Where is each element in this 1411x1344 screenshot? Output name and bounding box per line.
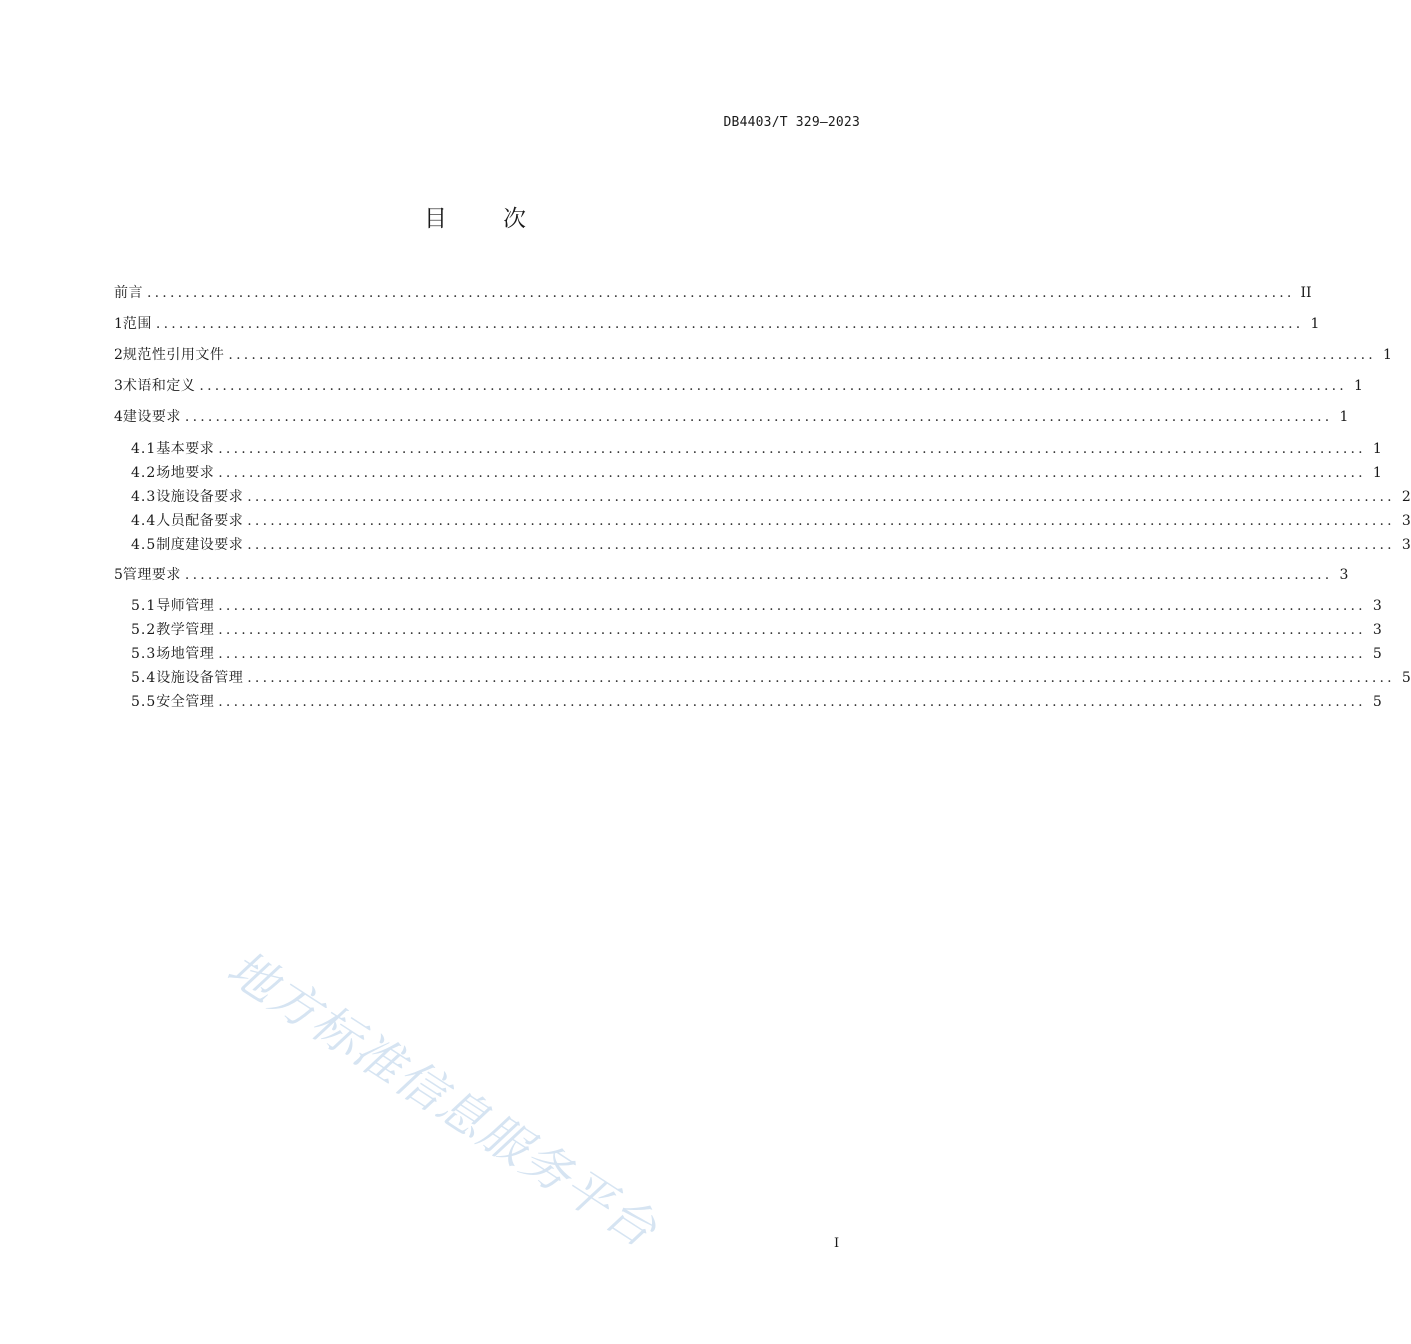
toc-entry-4-2[interactable]: [131, 463, 1382, 483]
dot-leader: ......................................................................................................................................................: [247, 670, 1395, 686]
toc-entry-label: 场地管理: [156, 646, 215, 662]
page-title: 目次: [424, 206, 582, 232]
toc-entry-label: 建设要求: [122, 409, 181, 425]
toc-entry-3[interactable]: [114, 376, 1363, 396]
toc-entry-number: 2: [114, 347, 123, 363]
dot-leader: ......................................................................................................................................................: [228, 347, 1376, 363]
toc-entry-number: 5.1: [131, 598, 157, 614]
toc-entry-label: 设施设备管理: [156, 670, 244, 686]
toc-entry-page: 1: [1372, 441, 1382, 457]
toc-entry-number: 4.5: [131, 537, 157, 553]
toc-entry-number: 4.3: [131, 489, 157, 505]
toc-entry-4-4[interactable]: [131, 511, 1411, 531]
toc-entry-page: 5: [1401, 670, 1411, 686]
toc-entry-number: 4: [114, 409, 123, 425]
dot-leader: ......................................................................................................................................................: [218, 465, 1366, 481]
toc-entry-4[interactable]: [114, 407, 1349, 427]
dot-leader: ......................................................................................................................................................: [218, 646, 1366, 662]
toc-entry-number: 5.3: [131, 646, 157, 662]
toc-entry-label: 前言: [114, 285, 143, 301]
toc-entry-page: 1: [1372, 465, 1382, 481]
toc-entry-number: 5: [114, 567, 123, 583]
watermark: 地方标准信息服务平台: [217, 939, 668, 1260]
toc-entry-label: 安全管理: [156, 694, 215, 710]
toc-entry-5-2[interactable]: [131, 620, 1382, 640]
toc-entry-page: 1: [1310, 316, 1320, 332]
dot-leader: ......................................................................................................................................................: [218, 441, 1366, 457]
toc-entry-label: 设施设备要求: [156, 489, 244, 505]
toc-entry-2[interactable]: [114, 345, 1392, 365]
toc-entry-number: 4.1: [131, 441, 157, 457]
toc-entry-label: 范围: [122, 316, 152, 332]
toc-entry-4-5[interactable]: [131, 535, 1411, 555]
toc-entry-page: 2: [1401, 489, 1411, 505]
toc-entry-page: 1: [1354, 378, 1363, 394]
dot-leader: ......................................................................................................................................................: [218, 622, 1366, 638]
dot-leader: ......................................................................................................................................................: [184, 409, 1333, 425]
document-code: DB4403/T 329—2023: [723, 115, 860, 130]
toc-entry-number: 5.2: [131, 622, 157, 638]
toc-entry-label: 人员配备要求: [156, 513, 244, 529]
toc-entry-page: 3: [1339, 567, 1349, 583]
toc-entry-label: 场地要求: [156, 465, 215, 481]
toc-entry-number: 5.5: [131, 694, 157, 710]
toc-entry-5-1[interactable]: [131, 596, 1382, 616]
toc-entry-page: 1: [1383, 347, 1392, 363]
toc-entry-number: 1: [114, 316, 123, 332]
toc-entry-page: 3: [1372, 598, 1382, 614]
toc-entry-label: 制度建设要求: [156, 537, 244, 553]
dot-leader: ......................................................................................................................................................: [218, 694, 1366, 710]
toc-entry-page: 5: [1372, 646, 1382, 662]
toc-entry-label: 基本要求: [156, 441, 215, 457]
toc-entry-number: 3: [114, 378, 123, 394]
dot-leader: ......................................................................................................................................................: [199, 378, 1347, 394]
toc-entry-5[interactable]: [114, 565, 1349, 585]
toc-entry-number: 4.2: [131, 465, 157, 481]
toc-entry-number: 4.4: [131, 513, 157, 529]
dot-leader: ......................................................................................................................................................: [247, 537, 1395, 553]
toc-entry-label: 术语和定义: [122, 378, 196, 394]
toc-entry-5-3[interactable]: [131, 644, 1382, 664]
toc-entry-label: 管理要求: [122, 567, 181, 583]
dot-leader: ......................................................................................................................................................: [147, 285, 1295, 301]
toc-entry-4-1[interactable]: [131, 439, 1382, 459]
dot-leader: ......................................................................................................................................................: [218, 598, 1366, 614]
toc-entry-label: 导师管理: [156, 598, 215, 614]
toc-entry-page: 5: [1372, 694, 1382, 710]
dot-leader: ......................................................................................................................................................: [247, 489, 1395, 505]
toc-entry-4-3[interactable]: [131, 487, 1411, 507]
dot-leader: ......................................................................................................................................................: [247, 513, 1395, 529]
toc-entry-5-4[interactable]: [131, 668, 1411, 688]
toc-entry-label: 规范性引用文件: [122, 347, 225, 363]
dot-leader: ......................................................................................................................................................: [155, 316, 1304, 332]
dot-leader: ......................................................................................................................................................: [184, 567, 1333, 583]
toc-entry-5-5[interactable]: [131, 692, 1382, 712]
toc-entry-label: 教学管理: [156, 622, 215, 638]
toc-entry-page: 1: [1339, 409, 1349, 425]
toc-entry-foreword[interactable]: [114, 283, 1312, 303]
page-number: I: [834, 1236, 840, 1251]
toc-entry-page: II: [1300, 285, 1312, 301]
toc-entry-page: 3: [1372, 622, 1382, 638]
toc-entry-page: 3: [1401, 513, 1411, 529]
toc-entry-1[interactable]: [114, 314, 1320, 334]
toc-entry-number: 5.4: [131, 670, 157, 686]
toc-entry-page: 3: [1401, 537, 1411, 553]
